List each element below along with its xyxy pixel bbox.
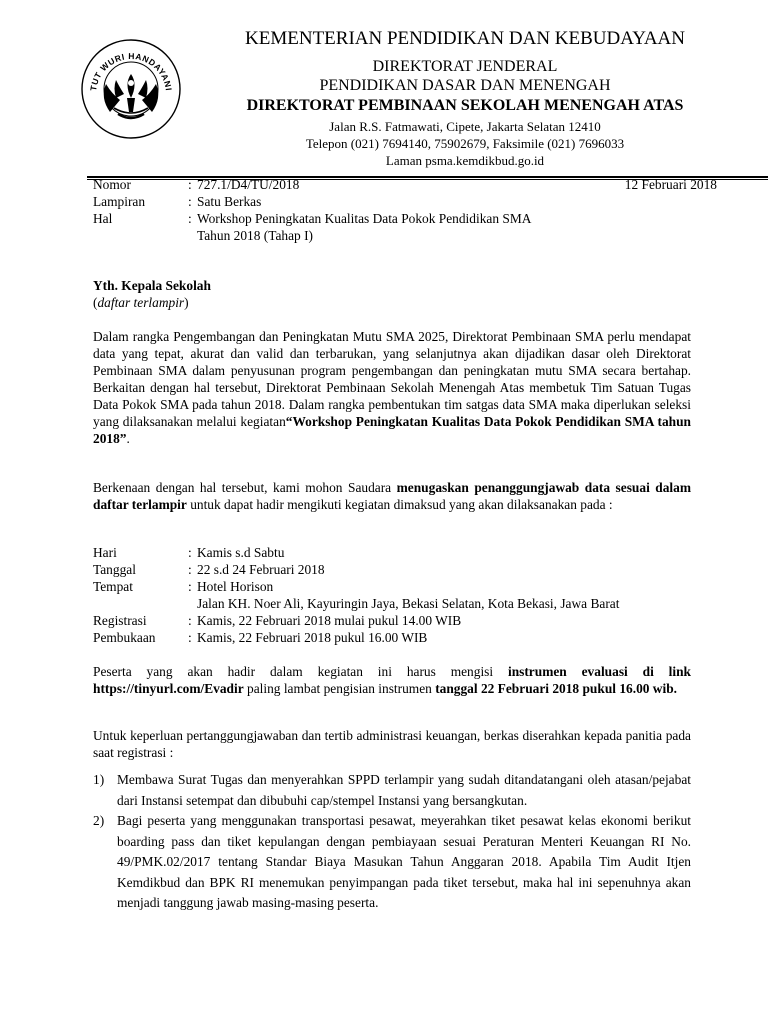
addressee <box>93 277 691 311</box>
directorate-name: DIREKTORAT PEMBINAAN SEKOLAH MENENGAH ATAS <box>246 97 684 114</box>
hal-row <box>93 210 693 227</box>
colon: : <box>188 211 192 226</box>
nomor-row <box>93 176 717 193</box>
paragraph-4: Untuk keperluan pertanggungjawaban dan tertib administrasi keuangan, berkas diserahkan kepada panitia pada saat registrasi : <box>93 728 691 760</box>
list-item-text: Bagi peserta yang menggunakan transportasi pesawat, meyerahkan tiket pesawat kelas ekonomi berikut boarding pass dan tiket kepulangan dengan pembiayaan sesuai Peraturan Menteri Keuangan RI No. 49/PMK.02/2017 tentang Standar Biaya Masukan Tahun Anggaran 2018. Apabila Tim Audit Itjen Kemdikbud dan BPK RI menemukan penyimpangan pada tiket tersebut, maka hal ini sepenuhnya akan menjadi tanggung jawab masing-masing peserta. <box>117 813 691 910</box>
registrasi-row <box>93 612 713 629</box>
registrasi-value: Kamis, 22 Februari 2018 mulai pukul 14.00 WIB <box>197 613 462 628</box>
lampiran-label: Lampiran <box>93 194 146 209</box>
ministry-name: KEMENTERIAN PENDIDIKAN DAN KEBUDAYAAN <box>245 28 685 49</box>
colon: : <box>188 630 192 645</box>
addressee-note-text: daftar terlampir <box>97 295 185 310</box>
list-number: 1) <box>93 772 105 787</box>
paragraph-3-text-1: Peserta yang akan hadir dalam kegiatan ini harus mengisi <box>93 664 508 679</box>
paragraph-1-text: Dalam rangka Pengembangan dan Peningkatan Mutu SMA 2025, Direktorat Pembinaan SMA perlu mendapat data yang tepat, akurat dan valid dan terbarukan, yang selanjutnya akan dijadikan dasar oleh Direktorat Pembinaan SMA dalam penyusunan program pengembangan dan peningkatan mutu SMA secara bertahap. Berkaitan dengan hal tersebut, Direktorat Pembinaan Sekolah Menengah Atas membetuk Tim Satuan Tugas Data Pokok SMA pada tahun 2018. Dalam rangka pembentukan tim satgas data SMA maka diperlukan seleksi yang dilaksanakan melalui kegiatan <box>93 329 691 429</box>
directorate-general-line-1: DIREKTORAT JENDERAL <box>372 58 558 75</box>
hal-row-continued <box>93 227 693 244</box>
colon: : <box>188 613 192 628</box>
phone-fax: Telepon (021) 7694140, 75902679, Faksimile (021) 7696033 <box>305 136 625 151</box>
lampiran-row <box>93 193 693 210</box>
list-number: 2) <box>93 813 105 828</box>
hari-label: Hari <box>93 545 117 560</box>
colon: : <box>188 562 192 577</box>
paragraph-2-bold: menugaskan penanggungjawab data sesuai dalam daftar terlampir <box>93 480 692 512</box>
address: Jalan R.S. Fatmawati, Cipete, Jakarta Selatan 12410 <box>329 119 601 134</box>
tempat-address-row <box>93 595 713 612</box>
colon: : <box>188 579 192 594</box>
lampiran-value: Satu Berkas <box>197 194 262 209</box>
hal-value-line-1: Workshop Peningkatan Kualitas Data Pokok Pendidikan SMA <box>197 211 532 226</box>
tempat-value: Hotel Horison <box>197 579 274 594</box>
addressee-note: (daftar terlampir) <box>93 295 189 310</box>
addressee-title: Yth. Kepala Sekolah <box>93 278 211 293</box>
letter-date: 12 Februari 2018 <box>624 177 717 192</box>
tempat-address: Jalan KH. Noer Ali, Kayuringin Jaya, Bekasi Selatan, Kota Bekasi, Jawa Barat <box>197 596 620 611</box>
list-item <box>93 770 691 811</box>
directorate-general-line-2: PENDIDIKAN DASAR DAN MENENGAH <box>319 77 611 94</box>
paragraph-1-workshop-title: “Workshop Peningkatan Kualitas Data Pokok Pendidikan SMA tahun 2018” <box>93 414 691 446</box>
tanggal-label: Tanggal <box>93 562 136 577</box>
tempat-row <box>93 578 713 595</box>
colon: : <box>188 545 192 560</box>
requirements-list <box>93 770 691 914</box>
hal-label: Hal <box>93 211 113 226</box>
paragraph-2 <box>93 479 691 513</box>
website: Laman psma.kemdikbud.go.id <box>385 153 545 168</box>
colon: : <box>188 194 192 209</box>
schedule <box>93 544 713 646</box>
paragraph-2-text-2: untuk dapat hadir mengikuti kegiatan dimaksud yang akan dilaksanakan pada : <box>186 497 613 512</box>
nomor-label: Nomor <box>93 177 131 192</box>
tanggal-row <box>93 561 713 578</box>
pembukaan-row <box>93 629 713 646</box>
tut-wuri-handayani-logo <box>80 38 182 140</box>
paragraph-2-text-1: Berkenaan dengan hal tersebut, kami mohon Saudara <box>93 480 397 495</box>
evaluation-deadline: tanggal 22 Februari 2018 pukul 16.00 wib. <box>435 681 677 696</box>
pembukaan-value: Kamis, 22 Februari 2018 pukul 16.00 WIB <box>197 630 428 645</box>
nomor-value: 727.1/D4/TU/2018 <box>197 177 300 192</box>
paragraph-3 <box>93 663 691 697</box>
tempat-label: Tempat <box>93 579 133 594</box>
paragraph-3-text-2: paling lambat pengisian instrumen <box>243 681 436 696</box>
evaluation-link[interactable]: instrumen evaluasi di link https://tinyurl.com/Evadir <box>93 664 691 696</box>
tanggal-value: 22 s.d 24 Februari 2018 <box>197 562 325 577</box>
hari-value: Kamis s.d Sabtu <box>197 545 285 560</box>
list-item <box>93 811 691 914</box>
svg-text:TUT WURI HANDAYANI: TUT WURI HANDAYANI <box>88 50 174 92</box>
paragraph-1 <box>93 328 691 447</box>
list-item-text: Membawa Surat Tugas dan menyerahkan SPPD terlampir yang sudah ditandatangani oleh atasan/pejabat dari Instansi setempat dan dibubuhi cap/stempel Instansi yang bersangkutan. <box>117 772 691 808</box>
pembukaan-label: Pembukaan <box>93 630 156 645</box>
letterhead <box>195 26 735 169</box>
hal-value-line-2: Tahun 2018 (Tahap I) <box>197 228 313 243</box>
letter-meta <box>93 176 717 244</box>
colon: : <box>188 177 192 192</box>
registrasi-label: Registrasi <box>93 613 147 628</box>
hari-row <box>93 544 713 561</box>
paragraph-1-end: . <box>126 431 130 446</box>
